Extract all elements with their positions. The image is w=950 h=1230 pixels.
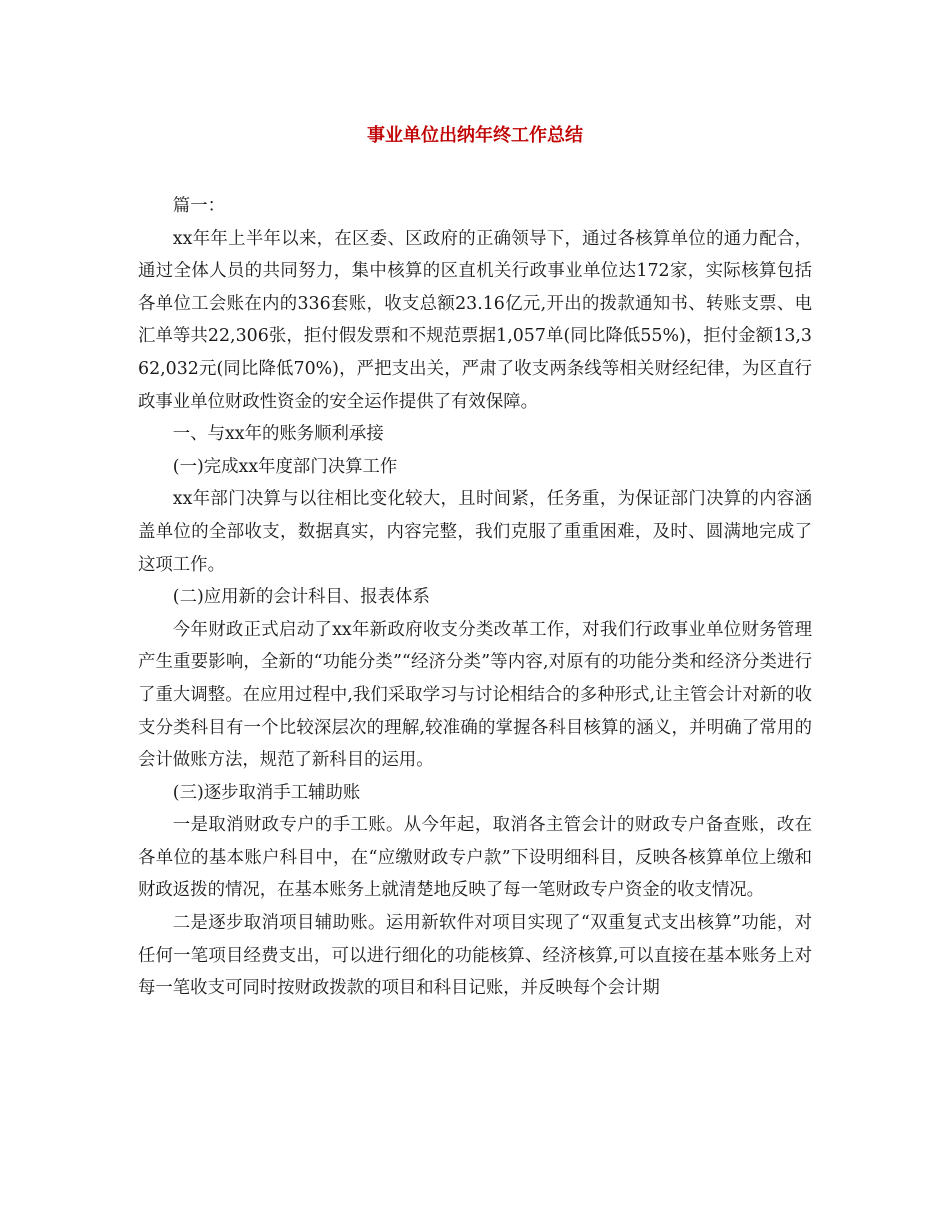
paragraph-final-accounts: xx年部门决算与以往相比变化较大，且时间紧，任务重，为保证部门决算的内容涵盖单位的全部收支，数据真实，内容完整，我们克服了重重困难，及时、圆满地完成了这项工作。 <box>138 489 812 575</box>
paragraph-new-accounts: 今年财政正式启动了xx年新政府收支分类改革工作，对我们行政事业单位财务管理产生重要影响，全新的“功能分类”“经济分类”等内容,对原有的功能分类和经济分类进行了重大调整。在应用过程中,我们采取学习与讨论相结合的多种形式,让主管会计对新的收支分类科目有一个比较深层次的理解,较准确的掌握各科目核算的涵义，并明确了常用的会计做账方法，规范了新科目的运用。 <box>138 619 812 771</box>
document-title: 事业单位出纳年终工作总结 <box>367 125 583 146</box>
section-label: 篇一： <box>172 196 225 216</box>
paragraph-special-account: 一是取消财政专户的手工账。从今年起，取消各主管会计的财政专户备查账，改在各单位的基本账户科目中，在“应缴财政专户款”下设明细科目，反映各核算单位上缴和财政返拨的情况，在基本账务上就清楚地反映了每一笔财政专户资金的收支情况。 <box>138 815 812 901</box>
subheading-3: (三)逐步取消手工辅助账 <box>172 782 361 803</box>
subheading-2: (二)应用新的会计科目、报表体系 <box>172 587 430 608</box>
subheading-1: (一)完成xx年度部门决算工作 <box>172 456 398 477</box>
paragraph-project-account: 二是逐步取消项目辅助账。运用新软件对项目实现了“双重复式支出核算”功能，对任何一笔项目经费支出，可以进行细化的功能核算、经济核算,可以直接在基本账务上对每一笔收支可同时按财政拨款的项目和科目记账，并反映每个会计期 <box>138 913 812 999</box>
document-body <box>138 190 812 1005</box>
paragraph-intro: xx年年上半年以来，在区委、区政府的正确领导下，通过各核算单位的通力配合，通过全体人员的共同努力，集中核算的区直机关行政事业单位达172家，实际核算包括各单位工会账在内的336套账，收支总额23.16亿元,开出的拨款通知书、转账支票、电汇单等共22,306张，拒付假发票和不规范票据1,057单(同比降低55%)，拒付金额13,362,032元(同比降低70%)，严把支出关，严肃了收支两条线等相关财经纪律，为区直行政事业单位财政性资金的安全运作提供了有效保障。 <box>138 228 812 412</box>
heading-section-1: 一、与xx年的账务顺利承接 <box>172 424 384 445</box>
